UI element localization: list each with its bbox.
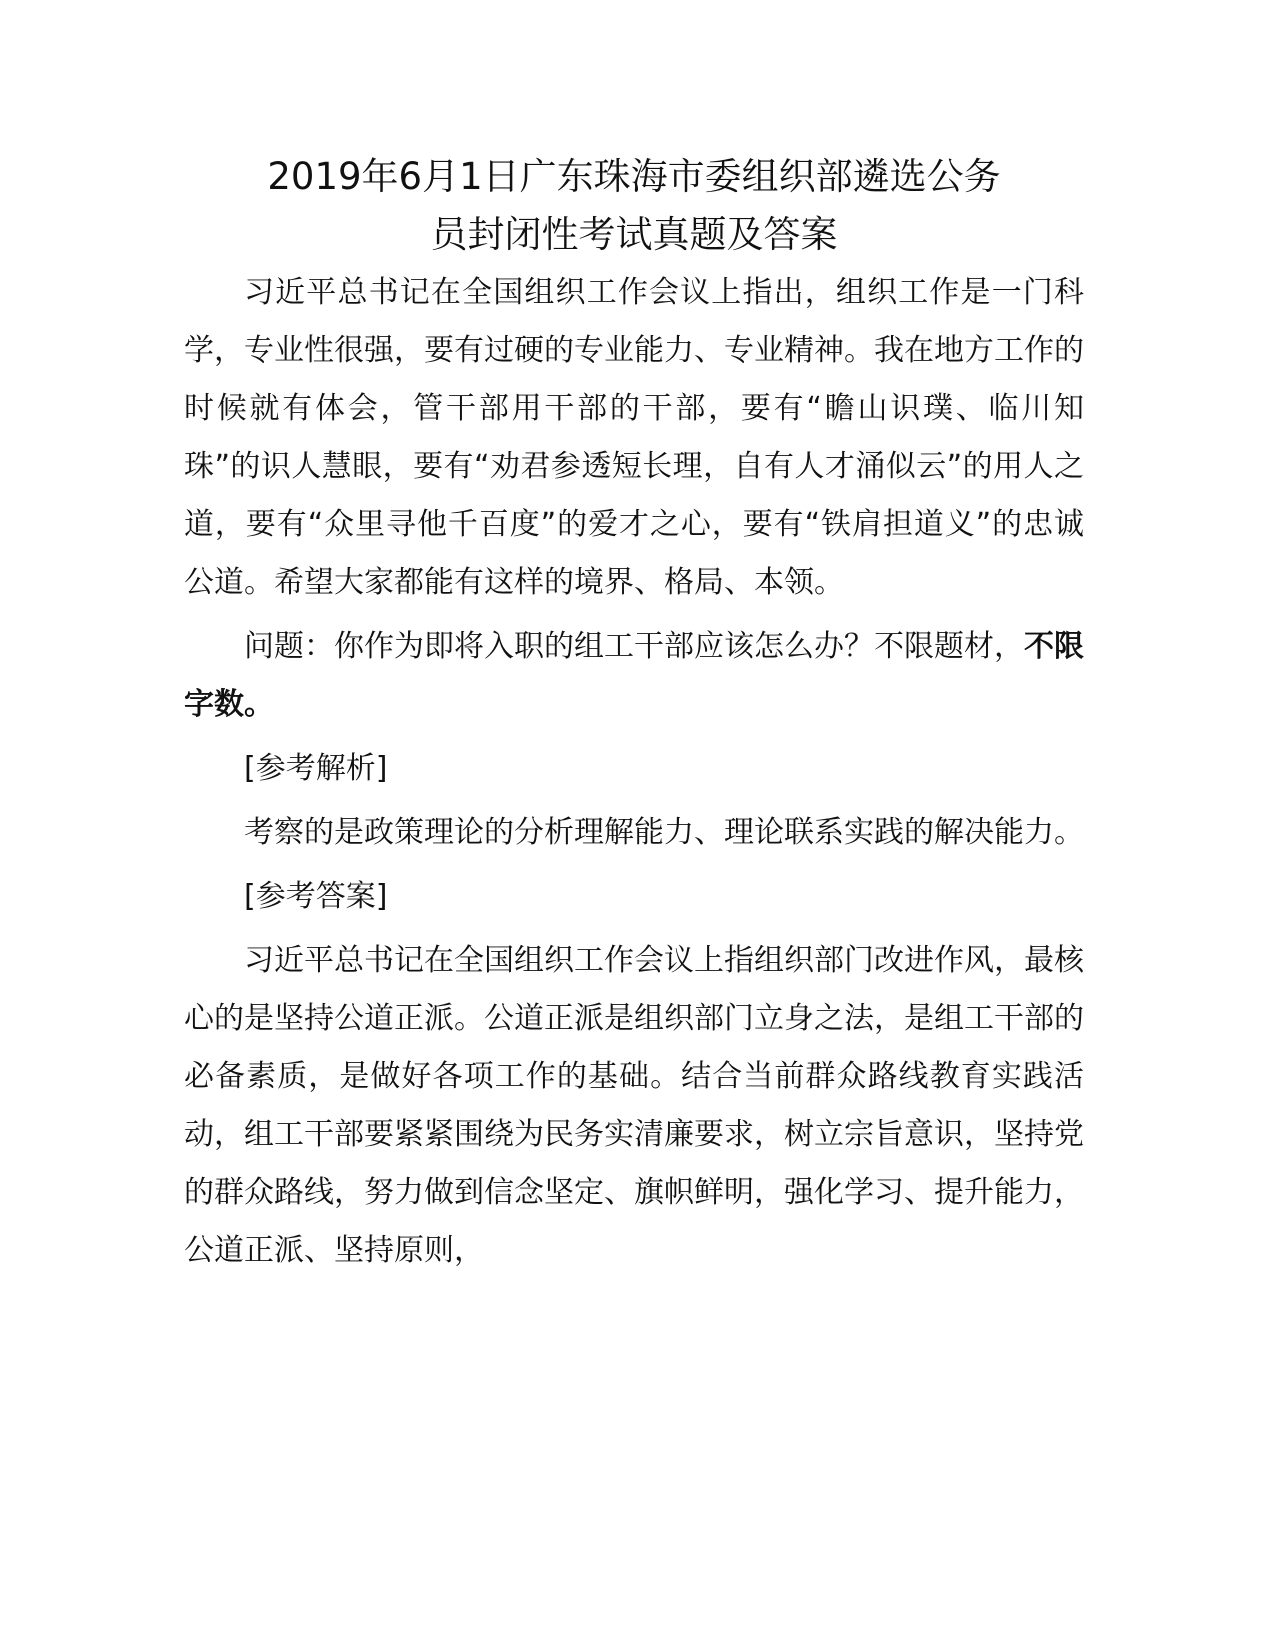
intro-paragraph: 习近平总书记在全国组织工作会议上指出，组织工作是一门科学，专业性很强，要有过硬的专业能力、专业精神。我在地方工作的时候就有体会，管干部用干部的干部，要有“瞻山识璞、临川知珠”的识人慧眼，要有“劝君参透短长理，自有人才涌似云”的用人之道，要有“众里寻他千百度”的爱才之心，要有“铁肩担道义”的忠诚公道。希望大家都能有这样的境界、格局、本领。 [184, 275, 1084, 600]
title-line-1: 2019年6月1日广东珠海市委组织部遴选公务 [267, 155, 1001, 198]
title-line-2: 员封闭性考试真题及答案 [430, 213, 838, 256]
answer-paragraph: 习近平总书记在全国组织工作会议上指组织部门改进作风，最核心的是坚持公道正派。公道正派是组织部门立身之法，是组工干部的必备素质，是做好各项工作的基础。结合当前群众路线教育实践活动，组工干部要紧紧围绕为民务实清廉要求，树立宗旨意识，坚持党的群众路线，努力做到信念坚定、旗帜鲜明，强化学习、提升能力，公道正派、坚持原则， [184, 943, 1084, 1268]
question-paragraph [184, 618, 1084, 734]
analysis-heading: [参考解析] [244, 751, 388, 786]
question-bold-text: 不限字数。 [184, 629, 1084, 722]
document-title [184, 148, 1084, 264]
answer-heading: [参考答案] [244, 879, 388, 914]
document-body [184, 148, 1084, 1280]
analysis-paragraph: 考察的是政策理论的分析理解能力、理论联系实践的解决能力。 [244, 815, 1084, 850]
question-text: 问题：你作为即将入职的组工干部应该怎么办？不限题材， [244, 629, 1024, 664]
